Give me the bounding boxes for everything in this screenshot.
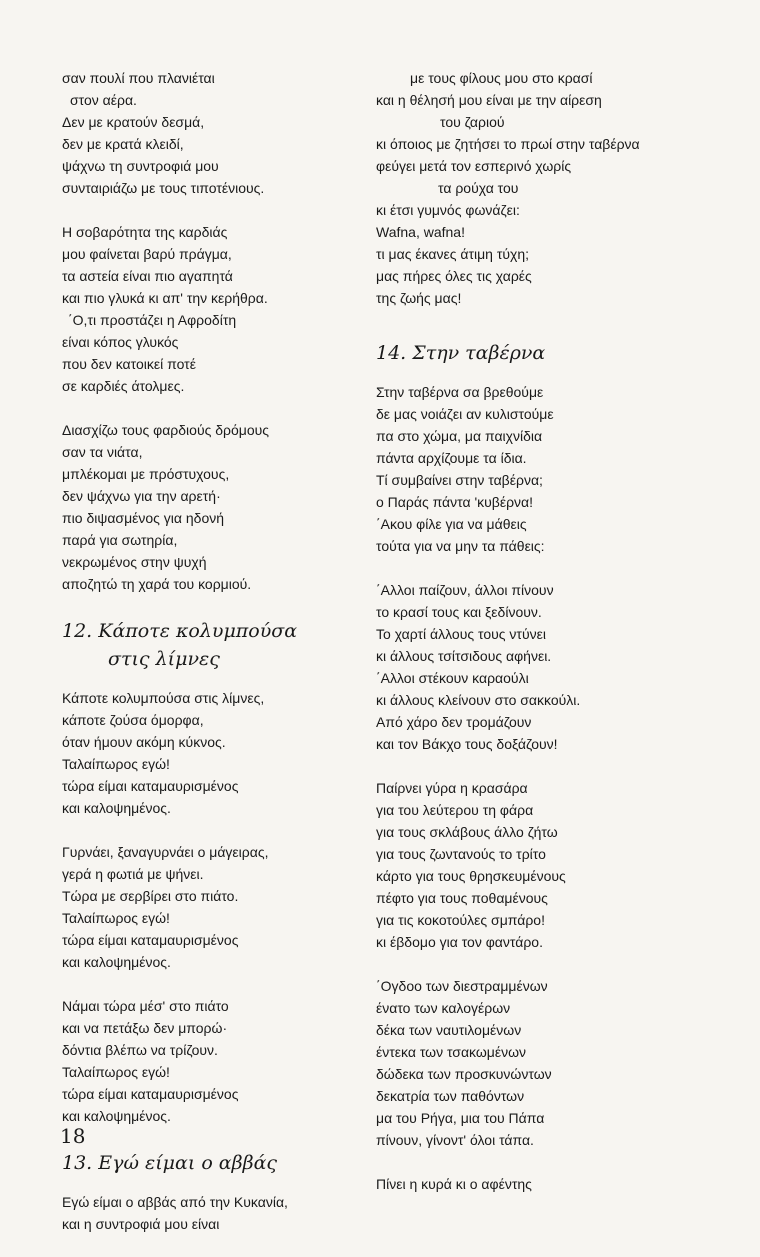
stanza (62, 841, 352, 973)
verse-line: ΄Αλλοι παίζουν, άλλοι πίνουν (376, 582, 554, 598)
verse-line: Στην ταβέρνα σα βρεθούμε (376, 384, 544, 400)
verse-line: τώρα είμαι καταμαυρισμένος (62, 1086, 239, 1102)
verse-line: δεν ψάχνω για την αρετή· (62, 488, 221, 504)
verse-line: σαν πουλί που πλανιέται (62, 70, 215, 86)
stanza (62, 67, 352, 199)
stanza (62, 419, 352, 595)
verse-line: Νάμαι τώρα μέσ' στο πιάτο (62, 998, 229, 1014)
poem-title-line: 12. Κάποτε κολυμπούσα (62, 620, 298, 642)
page-number: 18 (60, 1124, 86, 1148)
verse-line: και η συντροφιά μου είναι (62, 1216, 220, 1232)
verse-line: ΄Ακου φίλε για να μάθεις (376, 516, 527, 532)
verse-line: Πίνει η κυρά κι ο αφέντης (376, 1176, 532, 1192)
verse-line: δόντια βλέπω να τρίζουν. (62, 1042, 218, 1058)
verse-line: κι έβδομο για τον φαντάρο. (376, 934, 543, 950)
poem-title-line: στις λίμνες (108, 648, 220, 670)
verse-line: τούτα για να μην τα πάθεις: (376, 538, 545, 554)
stanza (376, 1173, 676, 1195)
verse-line: και καλοψημένος. (62, 954, 171, 970)
verse-line: Δεν με κρατούν δεσμά, (62, 114, 205, 130)
verse-line: συνταιριάζω με τους τιποτένιους. (62, 180, 265, 196)
verse-line: δε μας νοιάζει αν κυλιστούμε (376, 406, 554, 422)
stanza (62, 1191, 352, 1235)
stanza (376, 67, 676, 309)
verse-line: ψάχνω τη συντροφιά μου (62, 158, 219, 174)
verse-line: στον αέρα. (70, 92, 137, 108)
verse-line: και η θέλησή μου είναι με την αίρεση (376, 92, 602, 108)
verse-line: Τώρα με σερβίρει στο πιάτο. (62, 888, 239, 904)
verse-line: γερά η φωτιά με ψήνει. (62, 866, 204, 882)
verse-line: Ταλαίπωρος εγώ! (62, 910, 170, 926)
verse-line: δέκα των ναυτιλομένων (376, 1022, 522, 1038)
verse-line: δεκατρία των παθόντων (376, 1088, 525, 1104)
verse-line: νεκρωμένος στην ψυχή (62, 554, 207, 570)
verse-line: για τους ζωντανούς το τρίτο (376, 846, 546, 862)
verse-line: και πιο γλυκά κι απ' την κερήθρα. (62, 290, 268, 306)
left-column (62, 67, 352, 1257)
verse-line: του ζαριού (440, 114, 505, 130)
verse-line: και τον Βάκχο τους δοξάζουν! (376, 736, 558, 752)
verse-line: Η σοβαρότητα της καρδιάς (62, 224, 228, 240)
verse-line: κάρτο για τους θρησκευμένους (376, 868, 566, 884)
verse-line: και καλοψημένος. (62, 800, 171, 816)
verse-line: κι άλλους τσίτσιδους αφήνει. (376, 648, 552, 664)
verse-line: δώδεκα των προσκυνώντων (376, 1066, 552, 1082)
verse-line: τα ρούχα του (438, 180, 519, 196)
verse-line: σαν τα νιάτα, (62, 444, 143, 460)
verse-line: ο Παράς πάντα 'κυβέρνα! (376, 494, 534, 510)
stanza (376, 381, 676, 557)
verse-line: αποζητώ τη χαρά του κορμιού. (62, 576, 252, 592)
verse-line: σε καρδιές άτολμες. (62, 378, 185, 394)
verse-line: μπλέκομαι με πρόστυχους, (62, 466, 230, 482)
verse-line: για του λεύτερου τη φάρα (376, 802, 534, 818)
poem-title-12 (62, 617, 352, 673)
verse-line: Από χάρο δεν τρομάζουν (376, 714, 532, 730)
verse-line: με τους φίλους μου στο κρασί (410, 70, 593, 86)
verse-line: Παίρνει γύρα η κρασάρα (376, 780, 528, 796)
verse-line: Γυρνάει, ξαναγυρνάει ο μάγειρας, (62, 844, 269, 860)
poem-title-13: 13. Εγώ είμαι ο αββάς (62, 1152, 278, 1174)
verse-line: και καλοψημένος. (62, 1108, 171, 1124)
verse-line: πιο διψασμένος για ηδονή (62, 510, 225, 526)
verse-line: κι όποιος με ζητήσει το πρωί στην ταβέρνα (376, 136, 640, 152)
verse-line: παρά για σωτηρία, (62, 532, 178, 548)
verse-line: Εγώ είμαι ο αββάς από την Κυκανία, (62, 1194, 288, 1210)
stanza (62, 221, 352, 397)
verse-line: πάντα αρχίζουμε τα ίδια. (376, 450, 527, 466)
verse-line: δεν με κρατά κλειδί, (62, 136, 184, 152)
verse-line: κάποτε ζούσα όμορφα, (62, 712, 204, 728)
verse-line: μου φαίνεται βαρύ πράγμα, (62, 246, 232, 262)
verse-line: Ταλαίπωρος εγώ! (62, 1064, 170, 1080)
verse-line: Τί συμβαίνει στην ταβέρνα; (376, 472, 543, 488)
verse-line: τα αστεία είναι πιο αγαπητά (62, 268, 233, 284)
verse-line: Διασχίζω τους φαρδιούς δρόμους (62, 422, 270, 438)
verse-line: κι άλλους κλείνουν στο σακκούλι. (376, 692, 581, 708)
poem-title-14: 14. Στην ταβέρνα (376, 342, 546, 364)
verse-line: ΄Ογδοο των διεστραμμένων (376, 978, 548, 994)
verse-line: ΄Ο,τι προστάζει η Αφροδίτη (68, 312, 237, 328)
verse-line: όταν ήμουν ακόμη κύκνος. (62, 734, 226, 750)
verse-line: που δεν κατοικεί ποτέ (62, 356, 196, 372)
verse-line: Κάποτε κολυμπούσα στις λίμνες, (62, 690, 265, 706)
stanza (62, 687, 352, 819)
verse-line: για τους σκλάβους άλλο ζήτω (376, 824, 558, 840)
verse-line: μα του Ρήγα, μια του Πάπα (376, 1110, 545, 1126)
verse-line: και να πετάξω δεν μπορώ· (62, 1020, 228, 1036)
verse-line: το κρασί τους και ξεδίνουν. (376, 604, 542, 620)
verse-line: τώρα είμαι καταμαυρισμένος (62, 778, 239, 794)
right-column (376, 67, 676, 1217)
verse-line: είναι κόπος γλυκός (62, 334, 179, 350)
verse-line: τώρα είμαι καταμαυρισμένος (62, 932, 239, 948)
verse-line: της ζωής μας! (376, 290, 462, 306)
stanza (376, 777, 676, 953)
verse-line: φεύγει μετά τον εσπερινό χωρίς (376, 158, 572, 174)
verse-line: ΄Αλλοι στέκουν καραούλι (376, 670, 529, 686)
verse-line: κι έτσι γυμνός φωνάζει: (376, 202, 520, 218)
verse-line: πέφτο για τους ποθαμένους (376, 890, 548, 906)
stanza (62, 995, 352, 1127)
stanza (376, 975, 676, 1151)
verse-line: μας πήρες όλες τις χαρές (376, 268, 532, 284)
verse-line: πα στο χώμα, μα παιχνίδια (376, 428, 543, 444)
verse-line: Το χαρτί άλλους τους ντύνει (376, 626, 546, 642)
verse-line: για τις κοκοτούλες σμπάρο! (376, 912, 545, 928)
verse-line: Ταλαίπωρος εγώ! (62, 756, 170, 772)
stanza (376, 579, 676, 755)
verse-line: τι μας έκανες άτιμη τύχη; (376, 246, 530, 262)
verse-line: Wafna, wafna! (376, 224, 465, 240)
verse-line: έντεκα των τσακωμένων (376, 1044, 527, 1060)
verse-line: ένατο των καλογέρων (376, 1000, 511, 1016)
verse-line: πίνουν, γίνοντ' όλοι τάπα. (376, 1132, 534, 1148)
